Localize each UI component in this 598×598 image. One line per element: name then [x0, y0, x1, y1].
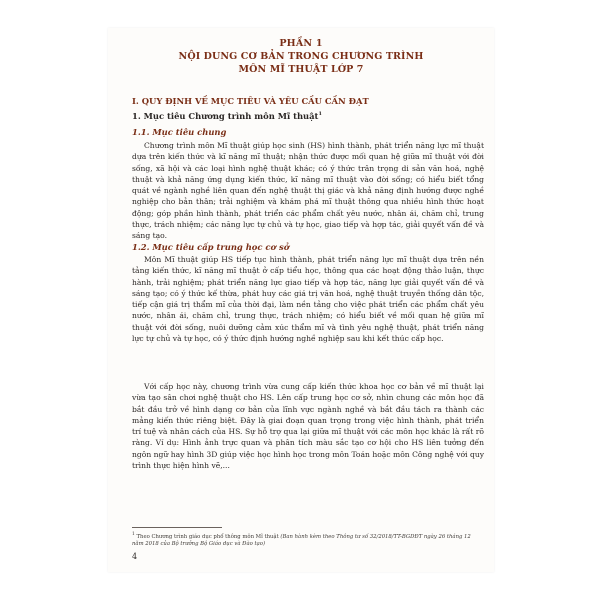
subsubsection-heading-secondary: 1.2. Mục tiêu cấp trung học cơ sở: [132, 242, 290, 252]
subsubsection-heading-general: 1.1. Mục tiêu chung: [132, 127, 227, 137]
paragraph-level-description: Với cấp học này, chương trình vừa cung cấp kiến thức khoa học cơ bản về mĩ thuật lại vừa tạo sân chơi nghệ thuật cho HS. Lên cấp trung học cơ sở, nhìn chung các môn học đã bắt đầu trở về hình dạng cơ bản của lĩnh vực ngành nghề và bắt đầu tách ra thành các mảng kiến thức riêng biệt. Đây là giai đoạn quan trọng trong việc hình thành, phát triển trí tuệ và nhân cách của HS. Sự hỗ trợ qua lại giữa mĩ thuật với các môn học khác là rất rõ ràng. Ví dụ: Hình ảnh trực quan và phân tích màu sắc tạo cơ hội cho HS liên tưởng đến ngôn ngữ hay hình 3D giúp việc học hình học trong môn Toán hoặc môn Công nghệ với quy trình thực hiện hình vẽ,...: [132, 382, 484, 471]
main-title-line-2: MÔN MĨ THUẬT LỚP 7: [238, 64, 364, 75]
footnote-text: Theo Chương trình giáo dục phổ thông môn Mĩ thuật: [136, 533, 279, 540]
paragraph-secondary-goals: Môn Mĩ thuật giúp HS tiếp tục hình thành, phát triển năng lực mĩ thuật dựa trên nền tảng kiến thức, kĩ năng mĩ thuật ở cấp tiểu học, thông qua các hoạt động thảo luận, thực hành, trải nghiệm; phát triển năng lực giao tiếp và hợp tác, năng lực giải quyết vấn đề và sáng tạo; có ý thức kế thừa, phát huy các giá trị văn hoá, nghệ thuật truyền thống dân tộc, tiếp cận giá trị thẩm mĩ của thời đại, làm nền tảng cho việc phát triển các phẩm chất yêu nước, nhân ái, chăm chỉ, trung thực, trách nhiệm; có hiểu biết về mối quan hệ giữa mĩ thuật với đời sống, nuôi dưỡng cảm xúc thẩm mĩ và tình yêu nghệ thuật, phát triển năng lực tự chủ và tự học, có ý thức định hướng nghề nghiệp sau khi kết thúc cấp học.: [132, 255, 484, 344]
book-page: [108, 28, 494, 572]
subsection-heading: [132, 111, 322, 121]
main-title-line-1: NỘI DUNG CƠ BẢN TRONG CHƯƠNG TRÌNH: [178, 51, 424, 62]
page-number: 4: [132, 552, 138, 561]
footnote-number: 1: [132, 532, 135, 537]
footnote-reference: 1: [318, 111, 322, 118]
section-heading: I. QUY ĐỊNH VỀ MỤC TIÊU VÀ YÊU CẦU CẦN ĐẠT: [132, 96, 369, 106]
footnote-divider: [132, 527, 222, 528]
part-title: PHẦN 1: [279, 38, 323, 49]
subsection-label: 1. Mục tiêu Chương trình môn Mĩ thuật: [132, 111, 319, 121]
footnote: [132, 531, 484, 549]
paragraph-general-goals: Chương trình môn Mĩ thuật giúp học sinh (HS) hình thành, phát triển năng lực mĩ thuật dựa trên kiến thức và kĩ năng mĩ thuật; nhận thức được mối quan hệ giữa mĩ thuật với đời sống, xã hội và các loại hình nghệ thuật khác; có ý thức trân trọng di sản văn hoá, nghệ thuật và khả năng ứng dụng kiến thức, kĩ năng mĩ thuật vào đời sống; có hiểu biết tổng quát về ngành nghề liên quan đến nghệ thuật thị giác và khả năng định hướng được nghề nghiệp cho bản thân; trải nghiệm và khám phá mĩ thuật thông qua nhiều hình thức hoạt động; góp phần hình thành, phát triển các phẩm chất yêu nước, nhân ái, chăm chỉ, trung thực, trách nhiệm; các năng lực tự chủ và tự học, giao tiếp và hợp tác, giải quyết vấn đề và sáng tạo.: [132, 141, 484, 241]
footnote-italic-text: (Ban hành kèm theo Thông tư số 32/2018/TT-BGDĐT ngày 26 tháng 12 năm 2018 của Bộ trưởng Bộ Giáo dục và Đào tạo): [132, 533, 471, 548]
